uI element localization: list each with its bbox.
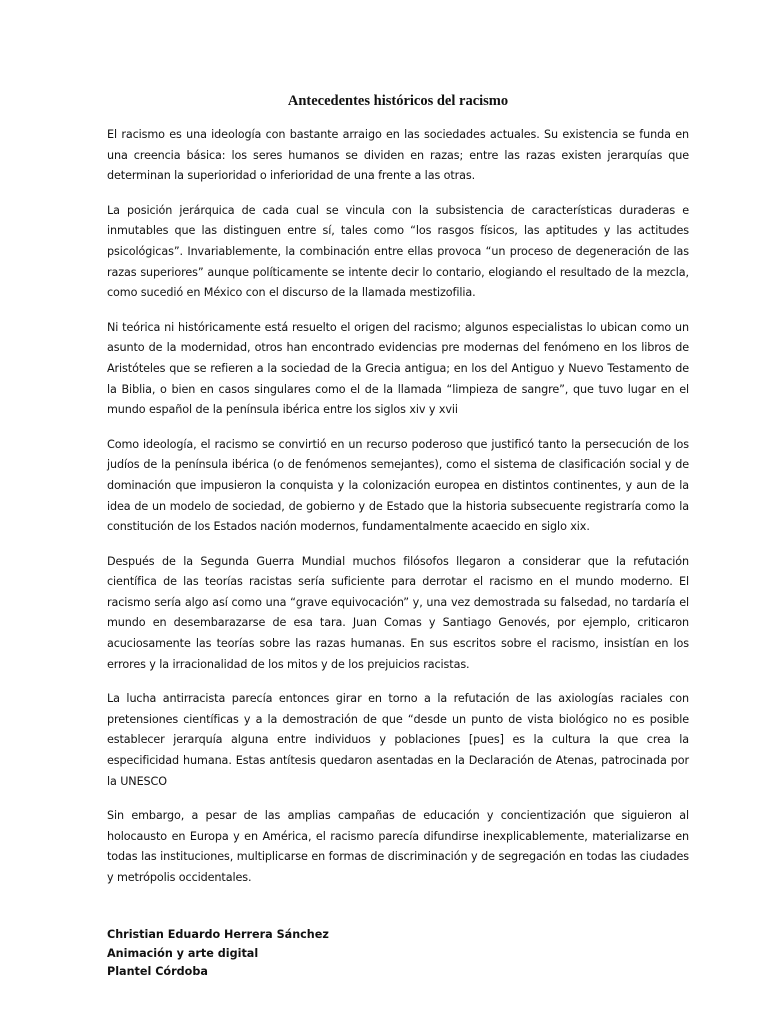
document-title: Antecedentes históricos del racismo [287,93,509,109]
paragraph-4: Como ideología, el racismo se convirtió en un recurso poderoso que justificó tanto la persecución de los judíos de la península ibérica (o de fenómenos semejantes), como el sistema de clasificación social y de dominación que impusieron la conquista y la colonización europea en distintos continentes, y aun de la idea de un modelo de sociedad, de gobierno y de Estado que la historia subsecuente registraría como la constitución de los Estados nación modernos, fundamentalmente acaecido en siglo xix. [107,437,689,534]
author-name: Christian Eduardo Herrera Sánchez [107,928,329,941]
paragraph-1: El racismo es una ideología con bastante arraigo en las sociedades actuales. Su existencia se funda en una creencia básica: los seres humanos se dividen en razas; entre las razas existen jerarquías que determinan la superioridad o inferioridad de una frente a las otras. [107,128,689,183]
paragraph-3: Ni teórica ni históricamente está resuelto el origen del racismo; algunos especialistas lo ubican como un asunto de la modernidad, otros han encontrado evidencias pre modernas del fenómeno en los libros de Aristóteles que se refieren a la sociedad de la Grecia antigua; en los del Antiguo y Nuevo Testamento de la Biblia, o bien en casos singulares como el de la llamada “limpieza de sangre”, que tuvo lugar en el mundo español de la península ibérica entre los siglos xiv y xvii [107,320,689,417]
document-body [107,92,689,903]
paragraph-6: La lucha antirracista parecía entonces girar en torno a la refutación de las axiologías raciales con pretensiones científicas y a la demostración de que “desde un punto de vista biológico no es posible establecer jerarquía alguna entre individuos y poblaciones [pues] es la cultura la que crea la especificidad humana. Estas antítesis quedaron asentadas en la Declaración de Atenas, patrocinada por la UNESCO [107,692,689,788]
paragraph-7: Sin embargo, a pesar de las amplias campañas de educación y concientización que siguieron al holocausto en Europa y en América, el racismo parecía difundirse inexplicablemente, materializarse en todas las instituciones, multiplicarse en formas de discriminación y de segregación en todas las ciudades y metrópolis occidentales. [107,809,689,884]
paragraph-2: La posición jerárquica de cada cual se vincula con la subsistencia de características duraderas e inmutables que las distinguen entre sí, tales como “los rasgos físicos, las aptitudes y las actitudes psicológicas”. Invariablemente, la combinación entre ellas provoca “un proceso de degeneración de las razas superiores” aunque políticamente se intente decir lo contario, elogiando el resultado de la mezcla, como sucedió en México con el discurso de la llamada mestizofilia. [107,203,689,300]
author-program: Animación y arte digital [107,946,259,960]
author-campus: Plantel Córdoba [107,965,208,978]
paragraph-5: Después de la Segunda Guerra Mundial muchos filósofos llegaron a considerar que la refutación científica de las teorías racistas sería suficiente para derrotar el racismo en el mundo moderno. El racismo sería algo así como una “grave equivocación” y, una vez demostrada su falsedad, no tardaría el mundo en desembarazarse de esa tara. Juan Comas y Santiago Genovés, por ejemplo, criticaron acuciosamente las teorías sobre las razas humanas. En sus escritos sobre el racismo, insistían en los errores y la irracionalidad de los mitos y de los prejuicios racistas. [107,554,689,671]
author-signature-block [107,926,507,982]
